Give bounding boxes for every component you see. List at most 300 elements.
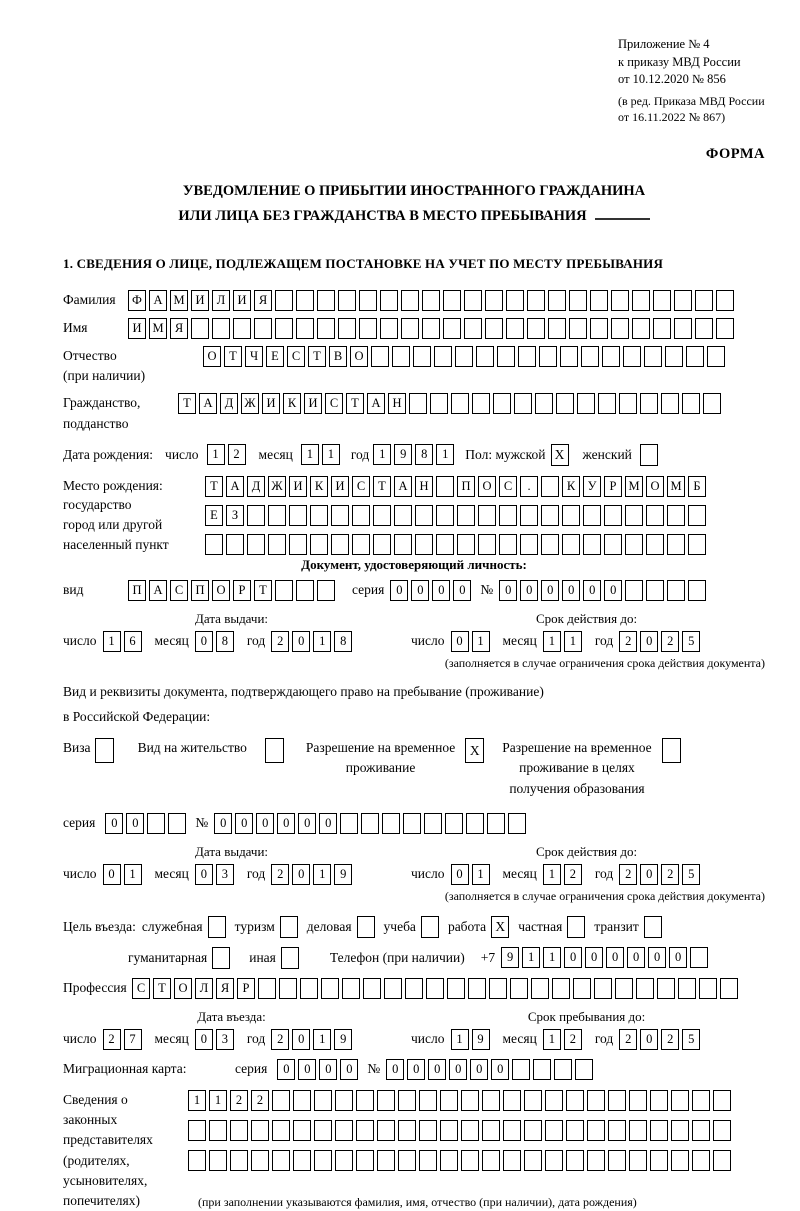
form-cell[interactable]: 0 (432, 580, 450, 601)
form-cell[interactable] (380, 290, 398, 311)
form-cell[interactable]: 2 (661, 864, 679, 885)
form-cell[interactable]: 9 (334, 864, 352, 885)
form-cell[interactable]: 0 (562, 580, 580, 601)
form-cell[interactable] (667, 534, 685, 555)
form-cell[interactable]: 1 (322, 444, 340, 465)
form-cell[interactable] (566, 1090, 584, 1111)
form-cell[interactable] (401, 318, 419, 339)
form-cell[interactable] (476, 346, 494, 367)
form-cell[interactable] (692, 1090, 710, 1111)
form-cell[interactable] (629, 1150, 647, 1171)
form-cell[interactable]: 0 (195, 1029, 213, 1050)
form-cell[interactable] (482, 1120, 500, 1141)
form-cell[interactable] (209, 1150, 227, 1171)
form-cell[interactable] (279, 978, 297, 999)
form-cell[interactable] (665, 346, 683, 367)
form-cell[interactable]: 2 (230, 1090, 248, 1111)
form-cell[interactable]: 2 (619, 1029, 637, 1050)
form-cell[interactable]: Т (254, 580, 272, 601)
form-cell[interactable] (373, 534, 391, 555)
form-cell[interactable]: 0 (103, 864, 121, 885)
form-cell[interactable] (335, 1120, 353, 1141)
form-cell[interactable]: 0 (256, 813, 274, 834)
form-cell[interactable]: Ж (241, 393, 259, 414)
form-cell[interactable]: Р (604, 476, 622, 497)
form-cell[interactable]: 1 (103, 631, 121, 652)
form-cell[interactable]: 3 (216, 1029, 234, 1050)
form-cell[interactable]: Т (346, 393, 364, 414)
form-cell[interactable] (577, 393, 595, 414)
form-cell[interactable] (520, 505, 538, 526)
form-cell[interactable] (499, 534, 517, 555)
form-cell[interactable] (545, 1090, 563, 1111)
form-cell[interactable] (531, 978, 549, 999)
form-cell[interactable] (338, 318, 356, 339)
form-cell[interactable] (503, 1090, 521, 1111)
form-cell[interactable]: Ж (268, 476, 286, 497)
form-cell[interactable] (604, 505, 622, 526)
form-cell[interactable] (419, 1150, 437, 1171)
form-cell[interactable] (314, 1090, 332, 1111)
form-cell[interactable] (296, 318, 314, 339)
form-cell[interactable] (289, 534, 307, 555)
form-cell[interactable]: 1 (188, 1090, 206, 1111)
form-cell[interactable] (556, 393, 574, 414)
form-cell[interactable] (275, 318, 293, 339)
form-cell[interactable]: 1 (207, 444, 225, 465)
form-cell[interactable] (629, 1120, 647, 1141)
form-cell[interactable] (230, 1120, 248, 1141)
form-cell[interactable] (632, 318, 650, 339)
form-cell[interactable]: Т (205, 476, 223, 497)
form-cell[interactable] (545, 1150, 563, 1171)
form-cell[interactable]: . (520, 476, 538, 497)
form-cell[interactable] (212, 318, 230, 339)
form-cell[interactable] (716, 318, 734, 339)
form-cell[interactable] (674, 290, 692, 311)
form-cell[interactable] (382, 813, 400, 834)
form-cell[interactable]: А (367, 393, 385, 414)
purpose-study-checkbox[interactable] (421, 916, 439, 938)
form-cell[interactable] (535, 393, 553, 414)
form-cell[interactable]: 0 (411, 580, 429, 601)
form-cell[interactable] (545, 1120, 563, 1141)
form-cell[interactable] (594, 978, 612, 999)
form-cell[interactable]: С (352, 476, 370, 497)
form-cell[interactable] (688, 534, 706, 555)
form-cell[interactable] (188, 1120, 206, 1141)
purpose-transit-checkbox[interactable] (644, 916, 662, 938)
form-cell[interactable]: С (325, 393, 343, 414)
form-cell[interactable] (377, 1090, 395, 1111)
form-cell[interactable]: 0 (451, 864, 469, 885)
form-cell[interactable] (272, 1150, 290, 1171)
form-cell[interactable] (573, 978, 591, 999)
form-cell[interactable]: С (132, 978, 150, 999)
form-cell[interactable]: Д (220, 393, 238, 414)
form-cell[interactable] (539, 346, 557, 367)
form-cell[interactable]: 0 (292, 1029, 310, 1050)
form-cell[interactable]: Д (247, 476, 265, 497)
sex-female-checkbox[interactable] (640, 444, 658, 466)
form-cell[interactable] (590, 318, 608, 339)
form-cell[interactable] (422, 318, 440, 339)
form-cell[interactable] (625, 505, 643, 526)
form-cell[interactable] (405, 978, 423, 999)
form-cell[interactable]: 0 (292, 631, 310, 652)
form-cell[interactable]: 1 (313, 1029, 331, 1050)
form-cell[interactable]: 0 (627, 947, 645, 968)
form-cell[interactable]: 0 (428, 1059, 446, 1080)
form-cell[interactable] (554, 1059, 572, 1080)
form-cell[interactable] (692, 1120, 710, 1141)
form-cell[interactable]: 2 (271, 631, 289, 652)
form-cell[interactable]: 0 (640, 864, 658, 885)
form-cell[interactable]: П (457, 476, 475, 497)
form-cell[interactable] (678, 978, 696, 999)
form-cell[interactable] (317, 318, 335, 339)
form-cell[interactable] (147, 813, 165, 834)
purpose-private-checkbox[interactable] (567, 916, 585, 938)
form-cell[interactable]: 0 (319, 813, 337, 834)
form-cell[interactable]: 5 (682, 631, 700, 652)
form-cell[interactable]: А (149, 290, 167, 311)
purpose-business-checkbox[interactable] (357, 916, 375, 938)
form-cell[interactable] (604, 534, 622, 555)
form-cell[interactable] (317, 580, 335, 601)
form-cell[interactable] (338, 290, 356, 311)
form-cell[interactable] (590, 290, 608, 311)
form-cell[interactable]: 0 (583, 580, 601, 601)
form-cell[interactable] (310, 505, 328, 526)
form-cell[interactable]: О (174, 978, 192, 999)
form-cell[interactable]: 1 (209, 1090, 227, 1111)
form-cell[interactable] (629, 1090, 647, 1111)
form-cell[interactable]: Т (373, 476, 391, 497)
form-cell[interactable] (426, 978, 444, 999)
form-cell[interactable] (608, 1120, 626, 1141)
form-cell[interactable]: Ф (128, 290, 146, 311)
form-cell[interactable]: 0 (277, 1059, 295, 1080)
form-cell[interactable] (443, 318, 461, 339)
form-cell[interactable] (482, 1150, 500, 1171)
form-cell[interactable] (541, 505, 559, 526)
form-cell[interactable]: 0 (407, 1059, 425, 1080)
form-cell[interactable] (533, 1059, 551, 1080)
form-cell[interactable]: 0 (604, 580, 622, 601)
form-cell[interactable]: 1 (373, 444, 391, 465)
form-cell[interactable] (340, 813, 358, 834)
form-cell[interactable]: 1 (124, 864, 142, 885)
form-cell[interactable] (359, 290, 377, 311)
form-cell[interactable] (688, 505, 706, 526)
form-cell[interactable] (415, 505, 433, 526)
form-cell[interactable] (310, 534, 328, 555)
form-cell[interactable] (268, 534, 286, 555)
form-cell[interactable]: 0 (499, 580, 517, 601)
form-cell[interactable] (275, 290, 293, 311)
form-cell[interactable] (422, 290, 440, 311)
form-cell[interactable] (373, 505, 391, 526)
form-cell[interactable]: 1 (472, 864, 490, 885)
form-cell[interactable]: Т (153, 978, 171, 999)
purpose-other-checkbox[interactable] (281, 947, 299, 969)
form-cell[interactable]: П (128, 580, 146, 601)
form-cell[interactable]: 0 (195, 631, 213, 652)
form-cell[interactable] (690, 947, 708, 968)
form-cell[interactable] (314, 1150, 332, 1171)
form-cell[interactable] (625, 534, 643, 555)
visa-checkbox[interactable] (95, 738, 114, 763)
form-cell[interactable] (560, 346, 578, 367)
form-cell[interactable] (646, 505, 664, 526)
form-cell[interactable] (508, 813, 526, 834)
form-cell[interactable]: 2 (619, 631, 637, 652)
form-cell[interactable] (650, 1120, 668, 1141)
form-cell[interactable]: 0 (195, 864, 213, 885)
form-cell[interactable] (296, 290, 314, 311)
form-cell[interactable] (640, 393, 658, 414)
form-cell[interactable]: 0 (298, 813, 316, 834)
form-cell[interactable] (671, 1090, 689, 1111)
form-cell[interactable]: М (625, 476, 643, 497)
form-cell[interactable] (487, 813, 505, 834)
form-cell[interactable] (703, 393, 721, 414)
form-cell[interactable] (352, 505, 370, 526)
form-cell[interactable] (352, 534, 370, 555)
form-cell[interactable] (392, 346, 410, 367)
form-cell[interactable] (602, 346, 620, 367)
form-cell[interactable] (289, 505, 307, 526)
form-cell[interactable] (300, 978, 318, 999)
form-cell[interactable]: 0 (491, 1059, 509, 1080)
form-cell[interactable]: 8 (334, 631, 352, 652)
form-cell[interactable] (296, 580, 314, 601)
form-cell[interactable] (608, 1090, 626, 1111)
form-cell[interactable] (314, 1120, 332, 1141)
form-cell[interactable] (506, 318, 524, 339)
form-cell[interactable] (419, 1090, 437, 1111)
form-cell[interactable]: 1 (301, 444, 319, 465)
form-cell[interactable]: Т (308, 346, 326, 367)
form-cell[interactable]: М (149, 318, 167, 339)
form-cell[interactable]: К (310, 476, 328, 497)
form-cell[interactable]: 2 (103, 1029, 121, 1050)
form-cell[interactable] (377, 1120, 395, 1141)
form-cell[interactable]: Л (195, 978, 213, 999)
form-cell[interactable] (489, 978, 507, 999)
form-cell[interactable]: О (350, 346, 368, 367)
form-cell[interactable] (413, 346, 431, 367)
form-cell[interactable] (671, 1150, 689, 1171)
form-cell[interactable] (695, 290, 713, 311)
form-cell[interactable]: 0 (606, 947, 624, 968)
form-cell[interactable] (293, 1150, 311, 1171)
form-cell[interactable] (552, 978, 570, 999)
purpose-tourism-checkbox[interactable] (280, 916, 298, 938)
form-cell[interactable]: О (478, 476, 496, 497)
form-cell[interactable]: 0 (648, 947, 666, 968)
form-cell[interactable]: Я (170, 318, 188, 339)
form-cell[interactable]: М (170, 290, 188, 311)
form-cell[interactable] (587, 1090, 605, 1111)
form-cell[interactable] (468, 978, 486, 999)
form-cell[interactable]: Е (266, 346, 284, 367)
form-cell[interactable] (464, 318, 482, 339)
form-cell[interactable] (445, 813, 463, 834)
form-cell[interactable] (321, 978, 339, 999)
form-cell[interactable] (548, 318, 566, 339)
form-cell[interactable] (436, 476, 454, 497)
form-cell[interactable] (293, 1090, 311, 1111)
form-cell[interactable] (461, 1120, 479, 1141)
form-cell[interactable] (230, 1150, 248, 1171)
form-cell[interactable] (671, 1120, 689, 1141)
form-cell[interactable] (541, 534, 559, 555)
form-cell[interactable] (587, 1150, 605, 1171)
form-cell[interactable]: И (289, 476, 307, 497)
form-cell[interactable] (472, 393, 490, 414)
form-cell[interactable]: 7 (124, 1029, 142, 1050)
form-cell[interactable]: 1 (313, 864, 331, 885)
form-cell[interactable] (518, 346, 536, 367)
form-cell[interactable]: 0 (640, 1029, 658, 1050)
form-cell[interactable] (506, 290, 524, 311)
form-cell[interactable]: 1 (436, 444, 454, 465)
form-cell[interactable] (205, 534, 223, 555)
form-cell[interactable]: 3 (216, 864, 234, 885)
form-cell[interactable]: 0 (640, 631, 658, 652)
form-cell[interactable]: 0 (277, 813, 295, 834)
form-cell[interactable] (440, 1150, 458, 1171)
form-cell[interactable] (455, 346, 473, 367)
form-cell[interactable] (650, 1150, 668, 1171)
form-cell[interactable]: Н (415, 476, 433, 497)
form-cell[interactable] (674, 318, 692, 339)
form-cell[interactable]: 2 (251, 1090, 269, 1111)
form-cell[interactable] (394, 505, 412, 526)
form-cell[interactable]: Я (254, 290, 272, 311)
form-cell[interactable] (272, 1120, 290, 1141)
form-cell[interactable]: О (646, 476, 664, 497)
form-cell[interactable]: 1 (543, 947, 561, 968)
form-cell[interactable] (401, 290, 419, 311)
form-cell[interactable] (419, 1120, 437, 1141)
form-cell[interactable]: 1 (543, 1029, 561, 1050)
form-cell[interactable]: Н (388, 393, 406, 414)
form-cell[interactable] (583, 505, 601, 526)
form-cell[interactable] (713, 1150, 731, 1171)
form-cell[interactable] (272, 1090, 290, 1111)
form-cell[interactable] (699, 978, 717, 999)
form-cell[interactable] (587, 1120, 605, 1141)
form-cell[interactable] (434, 346, 452, 367)
form-cell[interactable] (623, 346, 641, 367)
form-cell[interactable] (625, 580, 643, 601)
form-cell[interactable] (510, 978, 528, 999)
form-cell[interactable]: Ч (245, 346, 263, 367)
form-cell[interactable]: 5 (682, 1029, 700, 1050)
form-cell[interactable] (361, 813, 379, 834)
form-cell[interactable] (226, 534, 244, 555)
form-cell[interactable]: 1 (451, 1029, 469, 1050)
form-cell[interactable]: В (329, 346, 347, 367)
form-cell[interactable]: Т (224, 346, 242, 367)
form-cell[interactable]: 1 (522, 947, 540, 968)
form-cell[interactable]: 0 (298, 1059, 316, 1080)
form-cell[interactable] (342, 978, 360, 999)
form-cell[interactable] (646, 580, 664, 601)
form-cell[interactable] (503, 1150, 521, 1171)
form-cell[interactable]: И (262, 393, 280, 414)
form-cell[interactable]: 5 (682, 864, 700, 885)
form-cell[interactable] (398, 1120, 416, 1141)
form-cell[interactable]: 9 (334, 1029, 352, 1050)
form-cell[interactable] (398, 1150, 416, 1171)
form-cell[interactable] (661, 393, 679, 414)
form-cell[interactable]: О (203, 346, 221, 367)
form-cell[interactable] (575, 1059, 593, 1080)
form-cell[interactable] (394, 534, 412, 555)
form-cell[interactable] (356, 1090, 374, 1111)
form-cell[interactable]: Б (688, 476, 706, 497)
form-cell[interactable]: А (226, 476, 244, 497)
form-cell[interactable] (713, 1120, 731, 1141)
form-cell[interactable]: 2 (271, 1029, 289, 1050)
form-cell[interactable]: 6 (124, 631, 142, 652)
form-cell[interactable] (251, 1120, 269, 1141)
form-cell[interactable] (720, 978, 738, 999)
form-cell[interactable] (335, 1090, 353, 1111)
form-cell[interactable] (356, 1120, 374, 1141)
form-cell[interactable] (541, 476, 559, 497)
form-cell[interactable]: З (226, 505, 244, 526)
form-cell[interactable] (331, 534, 349, 555)
form-cell[interactable] (461, 1150, 479, 1171)
form-cell[interactable] (430, 393, 448, 414)
form-cell[interactable] (377, 1150, 395, 1171)
form-cell[interactable] (650, 1090, 668, 1111)
purpose-humanitarian-checkbox[interactable] (212, 947, 230, 969)
form-cell[interactable]: 8 (216, 631, 234, 652)
form-cell[interactable] (520, 534, 538, 555)
form-cell[interactable]: А (199, 393, 217, 414)
form-cell[interactable] (258, 978, 276, 999)
form-cell[interactable] (497, 346, 515, 367)
form-cell[interactable]: М (667, 476, 685, 497)
form-cell[interactable] (692, 1150, 710, 1171)
form-cell[interactable] (566, 1120, 584, 1141)
form-cell[interactable]: У (583, 476, 601, 497)
form-cell[interactable] (682, 393, 700, 414)
form-cell[interactable]: И (331, 476, 349, 497)
form-cell[interactable] (254, 318, 272, 339)
form-cell[interactable] (713, 1090, 731, 1111)
form-cell[interactable]: О (212, 580, 230, 601)
form-cell[interactable] (424, 813, 442, 834)
form-cell[interactable] (440, 1120, 458, 1141)
form-cell[interactable] (398, 1090, 416, 1111)
form-cell[interactable]: 2 (661, 1029, 679, 1050)
form-cell[interactable] (191, 318, 209, 339)
form-cell[interactable]: 0 (386, 1059, 404, 1080)
form-cell[interactable] (233, 318, 251, 339)
residence-permit-checkbox[interactable] (265, 738, 284, 763)
form-cell[interactable] (644, 346, 662, 367)
form-cell[interactable] (667, 505, 685, 526)
form-cell[interactable] (188, 1150, 206, 1171)
form-cell[interactable] (478, 505, 496, 526)
